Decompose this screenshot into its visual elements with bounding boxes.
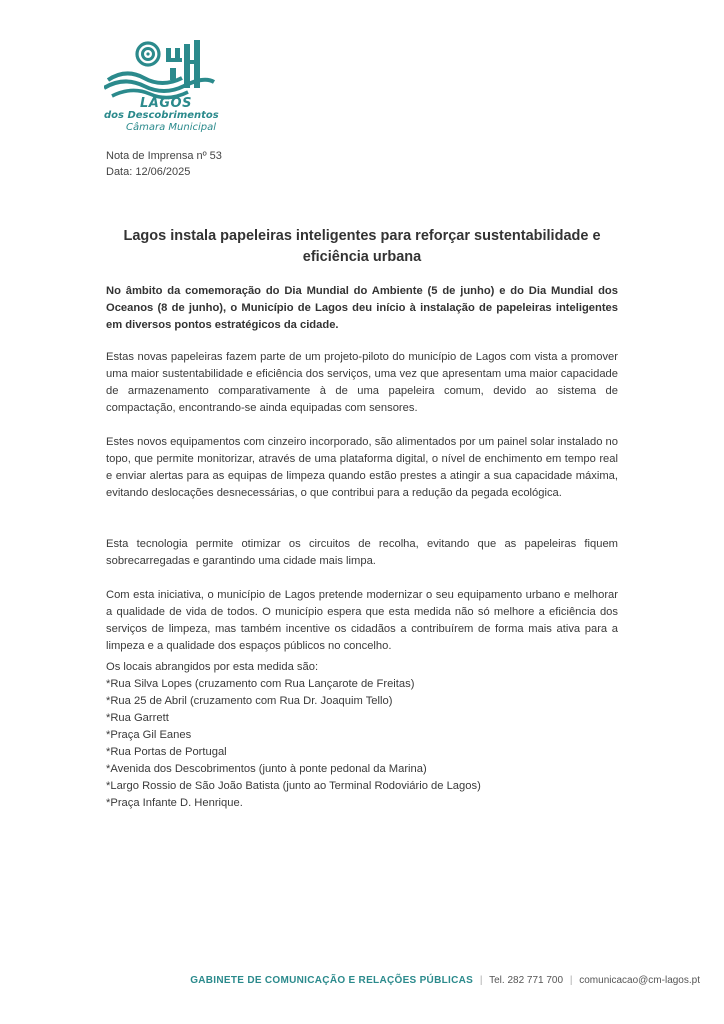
press-note-number: Nota de Imprensa nº 53 — [106, 150, 222, 162]
article-lead: No âmbito da comemoração do Dia Mundial do Ambiente (5 de junho) e do Dia Mundial dos Oceanos (8 de junho), o Município de Lagos deu início à instalação de papeleiras inteligentes em diversos pontos estratégicos da cidade. — [106, 285, 618, 331]
logo-subtitle: dos Descobrimentos — [104, 110, 219, 121]
locations-list — [106, 676, 481, 812]
list-item: *Rua Portas de Portugal — [106, 746, 227, 758]
footer-phone: Tel. 282 771 700 — [489, 975, 564, 986]
press-note-date: Data: 12/06/2025 — [106, 166, 191, 178]
footer-separator: | — [479, 975, 483, 986]
article-paragraph: Estas novas papeleiras fazem parte de um projeto-piloto do município de Lagos com vista a promover uma maior sustentabilidade e eficiência dos serviços, uma vez que apresentam uma maior capacidade de armazenamento comparativamente à de uma papeleira comum, devido ao sistema de compactação, encontrando-se ainda equipadas com sensores. — [106, 351, 618, 414]
list-item: *Avenida dos Descobrimentos (junto à ponte pedonal da Marina) — [106, 763, 427, 775]
list-item: *Rua Garrett — [106, 712, 169, 724]
footer-separator: | — [569, 975, 573, 986]
locations-intro: Os locais abrangidos por esta medida são: — [106, 661, 319, 673]
footer-department: GABINETE DE COMUNICAÇÃO E RELAÇÕES PÚBLICAS — [190, 975, 474, 986]
article-paragraph: Com esta iniciativa, o município de Lagos pretende modernizar o seu equipamento urbano e melhorar a qualidade de vida de todos. O município espera que esta medida não só melhore a eficiência dos serviços de limpeza, mas também incentive os cidadãos a contribuírem de forma mais ativa para a limpeza e a qualidade dos espaços públicos no concelho. — [106, 589, 618, 652]
logo-name: LAGOS — [140, 96, 192, 111]
page-footer — [190, 975, 700, 986]
logo-entity: Câmara Municipal — [126, 122, 217, 133]
list-item: *Praça Infante D. Henrique. — [106, 797, 243, 809]
article-title: Lagos instala papeleiras inteligentes para reforçar sustentabilidade e eficiência urbana — [123, 228, 601, 265]
list-item: *Rua 25 de Abril (cruzamento com Rua Dr. Joaquim Tello) — [106, 695, 393, 707]
lagos-castle-wave-logo-icon — [104, 40, 216, 102]
list-item: *Largo Rossio de São João Batista (junto ao Terminal Rodoviário de Lagos) — [106, 780, 481, 792]
article-paragraph: Esta tecnologia permite otimizar os circuitos de recolha, evitando que as papeleiras fiquem sobrecarregadas e garantindo uma cidade mais limpa. — [106, 538, 618, 567]
footer-email[interactable]: comunicacao@cm-lagos.pt — [579, 975, 700, 986]
article-paragraph: Estes novos equipamentos com cinzeiro incorporado, são alimentados por um painel solar instalado no topo, que permite monitorizar, através de uma plataforma digital, o nível de enchimento em tempo real e enviar alertas para as equipas de limpeza quando estão prestes a atingir a sua capacidade máxima, evitando deslocações desnecessárias, o que contribui para a redução da pegada ecológica. — [106, 436, 618, 499]
list-item: *Rua Silva Lopes (cruzamento com Rua Lançarote de Freitas) — [106, 678, 415, 690]
list-item: *Praça Gil Eanes — [106, 729, 192, 741]
press-note-meta — [106, 148, 222, 180]
lagos-logo — [104, 40, 219, 134]
